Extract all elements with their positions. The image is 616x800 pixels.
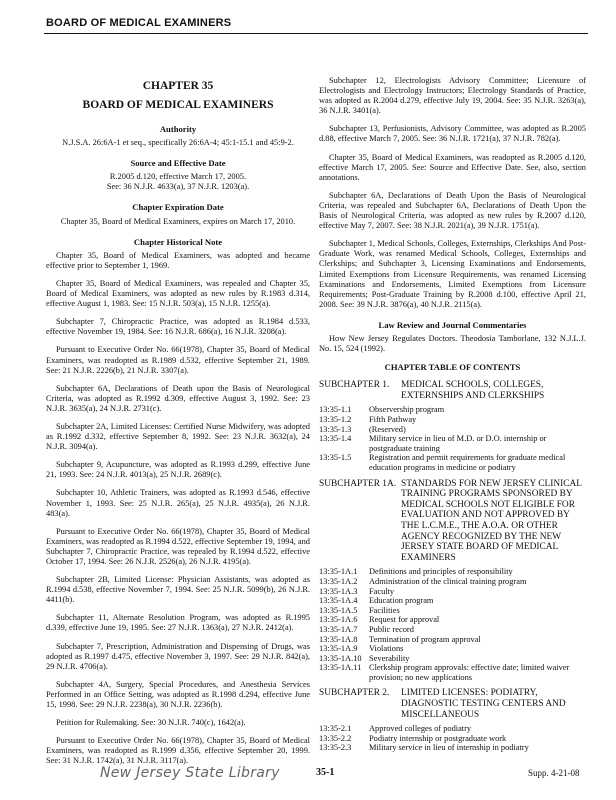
- history-paragraph: Subchapter 2B, Limited License: Physician Assistants, was adopted as R.1994 d.538, effective November 7, 1994. See: 25 N.J.R. 5099(b), 26 N.J.R. 4411(b).: [46, 575, 310, 605]
- toc-section-title: Definitions and principles of responsibility: [369, 567, 513, 577]
- toc-row: [319, 724, 586, 734]
- toc-section-number: 13:35-1.1: [319, 405, 352, 415]
- authority-heading: Authority: [159, 124, 197, 134]
- right-column: [319, 76, 586, 753]
- supplement-date: Supp. 4-21-08: [528, 768, 580, 778]
- expiration-heading: Chapter Expiration Date: [132, 202, 224, 213]
- toc-section-number: 13:35-1.5: [319, 453, 352, 463]
- toc-row: [319, 596, 586, 606]
- toc-section-number: 13:35-1.2: [319, 415, 352, 425]
- toc-row: [319, 743, 586, 753]
- toc-section-number: 13:35-1A.6: [319, 615, 358, 625]
- history-paragraph: Subchapter 12, Electrologists Advisory Committee; Licensure of Electrologists and Electrology Instructors; Electrology Standards of Practice, was adopted as R.2004 d.279, effective July 19, 2004. See: 35 N.J.R. 3263(a), 36 N.J.R. 3401(a).: [319, 76, 586, 116]
- toc-subchapter-heading: [319, 479, 586, 564]
- toc-section-number: 13:35-1A.10: [319, 653, 362, 663]
- page-number: 35-1: [316, 767, 335, 778]
- toc-row: [319, 734, 586, 744]
- toc-section-number: 13:35-1A.7: [319, 624, 358, 634]
- toc-section-title: Fifth Pathway: [369, 415, 417, 425]
- toc-section-title: Clerkship program approvals: effective date; limited waiver provision; no new applications: [369, 663, 570, 682]
- history-paragraph: Subchapter 4A, Surgery, Special Procedures, and Anesthesia Services Performed in an Office Setting, was adopted as R.1998 d.294, effective June 15, 1998. See: 29 N.J.R. 2238(a), 30 N.J.R. 2236(b).: [46, 679, 310, 710]
- toc-section-title: Military service in lieu of M.D. or D.O. internship or postgraduate training: [369, 434, 547, 453]
- chapter-title: BOARD OF MEDICAL EXAMINERS: [82, 99, 274, 111]
- history-paragraph: Subchapter 7, Chiropractic Practice, was adopted as R.1984 d.533, effective November 19, 1984. See: 16 N.J.R. 686(a), 16 N.J.R. 3208(a).: [46, 317, 310, 337]
- history-paragraph: Subchapter 11, Alternate Resolution Program, was adopted as R.1995 d.339, effective June 19, 1995. See: 27 N.J.R. 1363(a), 27 N.J.R. 2412(a).: [46, 613, 310, 633]
- left-column: [46, 80, 310, 775]
- toc-row: [319, 567, 586, 577]
- toc-section-title: Faculty: [369, 586, 395, 596]
- law-review-heading: Law Review and Journal Commentaries: [378, 319, 527, 330]
- toc-section-number: 13:35-1A.4: [319, 596, 358, 606]
- header-rule: [44, 33, 588, 34]
- toc-subchapter: [319, 380, 586, 472]
- toc-section-title: Observership program: [369, 405, 445, 415]
- toc-row: [319, 606, 586, 616]
- toc-row: [319, 415, 586, 425]
- chapter-number: CHAPTER 35: [142, 80, 214, 92]
- toc-section-title: Registration and permit requirements for graduate medical education programs in medicine or podiatry: [369, 453, 566, 472]
- toc-section-title: Facilities: [369, 605, 400, 615]
- toc-section-number: 13:35-1A.2: [319, 576, 358, 586]
- toc-section-number: 13:35-1A.9: [319, 644, 358, 654]
- toc-section-title: Administration of the clinical training program: [369, 576, 527, 586]
- toc-subchapter-title: MEDICAL SCHOOLS, COLLEGES, EXTERNSHIPS AND CLERKSHIPS: [401, 380, 545, 401]
- toc-row: [319, 644, 586, 654]
- toc-subchapter-label: SUBCHAPTER 1A.: [319, 478, 397, 489]
- toc-row: [319, 625, 586, 635]
- toc-row: [319, 453, 586, 472]
- history-paragraph: Chapter 35, Board of Medical Examiners, was repealed and Chapter 35, Board of Medical Examiners, was adopted as new rules by R.1983 d.314, effective August 1, 1983. See: 15 N.J.R. 503(a), 15 N.J.R. 1255(a).: [46, 278, 310, 309]
- history-paragraph: Subchapter 10, Athletic Trainers, was adopted as R.1993 d.546, effective November 1, 1993. See: 25 N.J.R. 265(a), 25 N.J.R. 4935(a), 26 N.J.R. 483(a).: [46, 488, 310, 518]
- toc-row: [319, 663, 586, 682]
- toc-section-number: 13:35-1A.8: [319, 634, 358, 644]
- toc-section-title: Approved colleges of podiatry: [369, 724, 472, 734]
- toc-section-title: Education program: [369, 596, 434, 606]
- toc-subchapter-label: SUBCHAPTER 2.: [319, 688, 390, 699]
- history-paragraph: Subchapter 6A, Declarations of Death Upon the Basis of Neurological Criteria, was repealed and Subchapter 6A, Declarations of Death Upon the Basis of Neurological Criteria, was adopted as new rules by R.2007 d.120, effective May 7, 2007. See: 38 N.J.R. 2021(a), 39 N.J.R. 1751(a).: [319, 190, 586, 231]
- toc-section-number: 13:35-1A.11: [319, 663, 362, 673]
- law-review-text: How New Jersey Regulates Doctors. Theodosia Tamborlane, 132 N.J.L.J. No. 15, 524 (1992).: [319, 333, 586, 354]
- history-paragraph: Subchapter 6A, Declarations of Death upon the Basis of Neurological Criteria, was adopted as R.1992 d.309, effective August 3, 1992. See: 23 N.J.R. 3635(a), 24 N.J.R. 2731(c).: [46, 383, 310, 413]
- toc-row: [319, 577, 586, 587]
- history-paragraph: Subchapter 7, Prescription, Administration and Dispensing of Drugs, was adopted as R.1997 d.475, effective November 3, 1997. See: 29 N.J.R. 842(a), 29 N.J.R. 4706(a).: [46, 641, 310, 671]
- source-heading: Source and Effective Date: [130, 158, 226, 169]
- toc-section-number: 13:35-1A.3: [319, 586, 358, 596]
- history-paragraph: Pursuant to Executive Order No. 66(1978), Chapter 35, Board of Medical Examiners, was readopted as R.1999 d.356, effective September 20, 1999. See: 31 N.J.R. 1742(a), 31 N.J.R. 3117(a).: [46, 736, 310, 766]
- toc-subchapter-heading: [319, 380, 586, 401]
- toc-row: [319, 434, 586, 453]
- toc-section-number: 13:35-1.4: [319, 434, 352, 444]
- toc-section-title: Violations: [369, 644, 404, 654]
- authority-text: N.J.S.A. 26:6A-1 et seq., specifically 26:6A-4; 45:1-15.1 and 45:9-2.: [62, 138, 294, 148]
- toc-section-title: Military service in lieu of internship in podiatry: [369, 743, 529, 753]
- toc-subchapter-label: SUBCHAPTER 1.: [319, 380, 390, 391]
- history-paragraph: Pursuant to Executive Order No. 66(1978), Chapter 35, Board of Medical Examiners, was readopted as R.1989 d.532, effective September 21, 1989. See: 21 N.J.R. 2226(b), 21 N.J.R. 3307(a).: [46, 345, 310, 375]
- toc-section-title: (Reserved): [369, 424, 406, 434]
- history-paragraph: Chapter 35, Board of Medical Examiners, was adopted and became effective prior to September 1, 1969.: [46, 250, 310, 270]
- toc-section-number: 13:35-2.3: [319, 743, 352, 753]
- history-left-list: [46, 251, 310, 767]
- history-paragraph: Chapter 35, Board of Medical Examiners, was readopted as R.2005 d.120, effective March 17, 2005. See: Source and Effective Date. See, also, section annotations.: [319, 152, 586, 182]
- history-paragraph: Subchapter 9, Acupuncture, was adopted as R.1993 d.299, effective June 21, 1993. See: 24 N.J.R. 4013(a), 25 N.J.R. 2689(c).: [46, 460, 310, 480]
- running-head: BOARD OF MEDICAL EXAMINERS: [46, 17, 232, 29]
- source-text-1: R.2005 d.120, effective March 17, 2005.: [109, 172, 247, 182]
- toc-row: [319, 405, 586, 415]
- history-paragraph: Subchapter 2A, Limited Licenses: Certified Nurse Midwifery, was adopted as R.1992 d.332, effective September 8, 1992. See: 23 N.J.R. 3632(a), 24 N.J.R. 3094(a).: [46, 421, 310, 452]
- history-paragraph: Petition for Rulemaking. See: 30 N.J.R. 740(c), 1642(a).: [56, 718, 246, 728]
- toc-row: [319, 425, 586, 435]
- toc-section-number: 13:35-1A.5: [319, 605, 358, 615]
- toc-row: [319, 587, 586, 597]
- history-paragraph: Pursuant to Executive Order No. 66(1978), Chapter 35, Board of Medical Examiners, was readopted as R.1994 d.522, effective September 19, 1994, and Subchapter 7, Chiropractic Practice, was repealed by R.1994 d.522, effective October 17, 1994. See: 26 N.J.R. 2526(a), 26 N.J.R. 4195(a).: [46, 526, 310, 566]
- expiration-text: Chapter 35, Board of Medical Examiners, expires on March 17, 2010.: [60, 216, 296, 226]
- toc-subchapter-title: LIMITED LICENSES: PODIATRY, DIAGNOSTIC TESTING CENTERS AND MISCELLANEOUS: [401, 688, 566, 720]
- toc-subchapter: [319, 688, 586, 753]
- toc-row: [319, 615, 586, 625]
- toc-subchapter-title: STANDARDS FOR NEW JERSEY CLINICAL TRAINING PROGRAMS SPONSORED BY MEDICAL SCHOOLS NOT ELIGIBLE FOR EVALUATION AND NOT APPROVED BY THE L.C.M.E., THE A.O.A. OR OTHER AGENCY RECOGNIZED BY THE NEW JERSEY STATE BOARD OF MEDICAL EXAMINERS: [401, 478, 582, 563]
- toc-row: [319, 635, 586, 645]
- toc-subchapter-heading: [319, 688, 586, 720]
- history-paragraph: Subchapter 1, Medical Schools, Colleges, Externships, Clerkships And Post-Graduate Work, was renamed Medical Schools, Colleges, Externships and Clerkships; and Subchapter 3, Licensing Examinations and Endorsements, Limited Exemptions from Licensure Requirements, was renamed Licensing Examinations and Endorsements, Limited Exemptions from Licensure Requirements; Post-Graduate Training by R.2008 d.100, effective April 21, 2008. See: 39 N.J.R. 3876(a), 40 N.J.R. 2115(a).: [319, 239, 586, 309]
- library-logo: New Jersey State Library: [100, 765, 280, 781]
- toc-section-number: 13:35-1A.1: [319, 567, 358, 577]
- toc-subchapter: [319, 479, 586, 683]
- toc-section-title: Severability: [369, 653, 410, 663]
- toc-section-number: 13:35-1.3: [319, 424, 352, 434]
- toc-heading: CHAPTER TABLE OF CONTENTS: [384, 362, 521, 373]
- history-paragraph: Subchapter 13, Perfusionists, Advisory Committee, was adopted as R.2005 d.88, effective March 7, 2005. See: 36 N.J.R. 1721(a), 37 N.J.R. 782(a).: [319, 124, 586, 144]
- history-heading: Chapter Historical Note: [133, 236, 223, 247]
- source-text-2: See: 36 N.J.R. 4633(a), 37 N.J.R. 1203(a).: [106, 182, 250, 192]
- toc-section-title: Request for approval: [369, 615, 440, 625]
- toc-section-title: Public record: [369, 624, 414, 634]
- toc-section-number: 13:35-2.1: [319, 724, 352, 734]
- toc-section-number: 13:35-2.2: [319, 733, 352, 743]
- toc-section-title: Podiatry internship or postgraduate work: [369, 733, 507, 743]
- toc-section-title: Termination of program approval: [369, 634, 481, 644]
- toc-row: [319, 654, 586, 664]
